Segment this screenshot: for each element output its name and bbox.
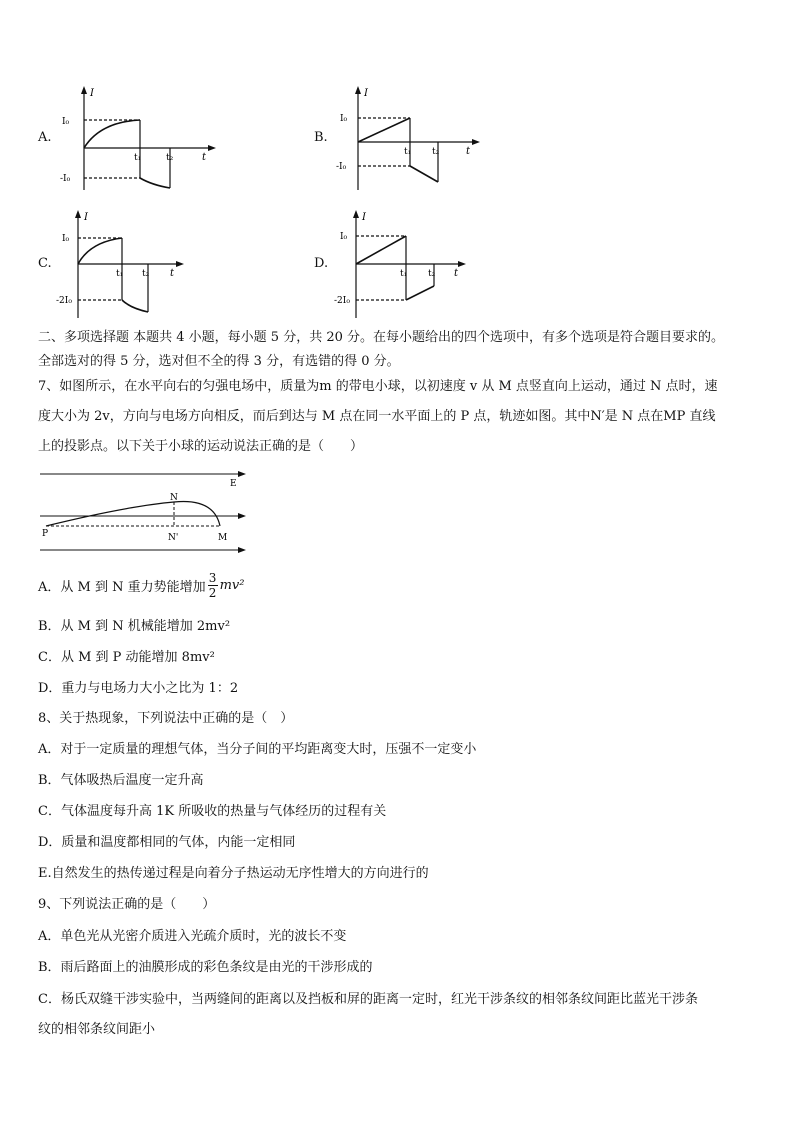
figure-n-prime-label: N' — [168, 533, 179, 543]
graph-c-t2-label: t₂ — [142, 269, 150, 279]
graph-d-y-label: I — [362, 212, 366, 223]
q9-option-b: B．雨后路面上的油膜形成的彩色条纹是由光的干涉形成的 — [38, 960, 373, 975]
q9-option-c-line1: C．杨氏双缝干涉实验中，当两缝间的距离以及挡板和屏的距离一定时，红光干涉条纹的相邻条纹间距比蓝光干涉条 — [38, 992, 698, 1007]
q7-option-c: C．从 M 到 P 动能增加 8mv² — [38, 650, 215, 665]
graph-b-y-label: I — [364, 88, 368, 99]
graph-c-t1-label: t₁ — [116, 269, 124, 279]
figure-p-label: P — [42, 529, 49, 539]
graph-c-y-label: I — [84, 212, 88, 223]
q8-option-e: E.自然发生的热传递过程是向着分子热运动无序性增大的方向进行的 — [38, 866, 429, 881]
q8-option-a: A．对于一定质量的理想气体，当分子间的平均距离变大时，压强不一定变小 — [38, 742, 477, 757]
q7-stem-line1: 7、如图所示，在水平向右的匀强电场中，质量为m 的带电小球，以初速度 v 从 M 点竖直向上运动，通过 N 点时，速 — [38, 379, 718, 394]
option-a-letter: A. — [38, 130, 52, 145]
q8-stem: 8、关于热现象，下列说法中正确的是（ ） — [38, 711, 294, 726]
q7-option-a-suffix: mv² — [219, 577, 245, 593]
graph-d-bottom-label: -2I₀ — [334, 296, 350, 306]
figure-m-label: M — [218, 533, 228, 543]
section2-line2: 全部选对的得 5 分，选对但不全的得 3 分，有选错的得 0 分。 — [38, 354, 400, 369]
q7-option-d: D．重力与电场力大小之比为 1：2 — [38, 681, 239, 696]
q8-option-b: B．气体吸热后温度一定升高 — [38, 773, 204, 788]
q9-option-c-line2: 纹的相邻条纹间距小 — [38, 1022, 156, 1037]
graph-a-x-label: t — [202, 152, 207, 163]
graph-b-t1-label: t₁ — [404, 147, 412, 157]
graph-c-top-label: I₀ — [62, 234, 70, 244]
graph-b-fall-line — [410, 166, 438, 182]
trajectory-curve — [46, 502, 220, 527]
graph-d-t2-label: t₂ — [428, 269, 436, 279]
graph-b-top-label: I₀ — [340, 114, 348, 124]
figure-n-label: N — [170, 493, 178, 503]
graph-a-t1-label: t₁ — [134, 153, 142, 163]
q7-stem-line2: 度大小为 2v，方向与电场方向相反，而后到达与 M 点在同一水平面上的 P 点，轨迹如图。其中N′是 N 点在MP 直线 — [38, 409, 716, 424]
q7-figure — [38, 470, 254, 558]
q7-option-a-prefix: A．从 M 到 N 重力势能增加 — [38, 579, 206, 595]
q7-stem-line3: 上的投影点。以下关于小球的运动说法正确的是（ ） — [38, 439, 364, 454]
section2-line1: 二、多项选择题 本题共 4 小题，每小题 5 分，共 20 分。在每小题给出的四个选项中，有多个选项是符合题目要求的。 — [38, 330, 725, 345]
q9-option-a: A．单色光从光密介质进入光疏介质时，光的波长不变 — [38, 929, 347, 944]
q8-option-c: C．气体温度每升高 1K 所吸收的热量与气体经历的过程有关 — [38, 804, 387, 819]
graph-a-y-label: I — [90, 88, 94, 99]
figure-e-label: E — [230, 479, 237, 489]
graph-a-fall-curve — [140, 178, 170, 188]
fraction-denominator: 2 — [208, 585, 217, 600]
graph-c-bottom-label: -2I₀ — [56, 296, 72, 306]
q7-option-a — [38, 568, 245, 602]
option-c-letter: C. — [38, 256, 52, 271]
q9-stem: 9、下列说法正确的是（ ） — [38, 897, 216, 912]
graph-c-x-label: t — [170, 268, 175, 279]
option-b-letter: B. — [314, 130, 328, 145]
graph-d-top-label: I₀ — [340, 232, 348, 242]
graph-c — [56, 206, 196, 322]
graph-d — [334, 206, 474, 322]
graph-a-t2-label: t₂ — [166, 153, 174, 163]
q7-option-b: B．从 M 到 N 机械能增加 2mv² — [38, 619, 231, 634]
graph-d-t1-label: t₁ — [400, 269, 408, 279]
graph-a-top-label: I₀ — [62, 117, 70, 127]
graph-b-rise-line — [358, 118, 410, 142]
q8-option-d: D．质量和温度都相同的气体，内能一定相同 — [38, 835, 296, 850]
graph-b-t2-label: t₂ — [432, 147, 440, 157]
fraction-numerator: 3 — [208, 570, 217, 585]
q7-option-a-fraction — [208, 571, 218, 600]
option-d-letter: D. — [314, 256, 329, 271]
graph-d-x-label: t — [454, 268, 459, 279]
graph-b — [334, 82, 484, 194]
graph-b-bottom-label: -I₀ — [336, 162, 347, 172]
graph-a — [60, 82, 220, 194]
graph-a-rise-curve — [84, 120, 140, 148]
graph-a-bottom-label: -I₀ — [60, 174, 71, 184]
graph-b-x-label: t — [466, 146, 471, 157]
